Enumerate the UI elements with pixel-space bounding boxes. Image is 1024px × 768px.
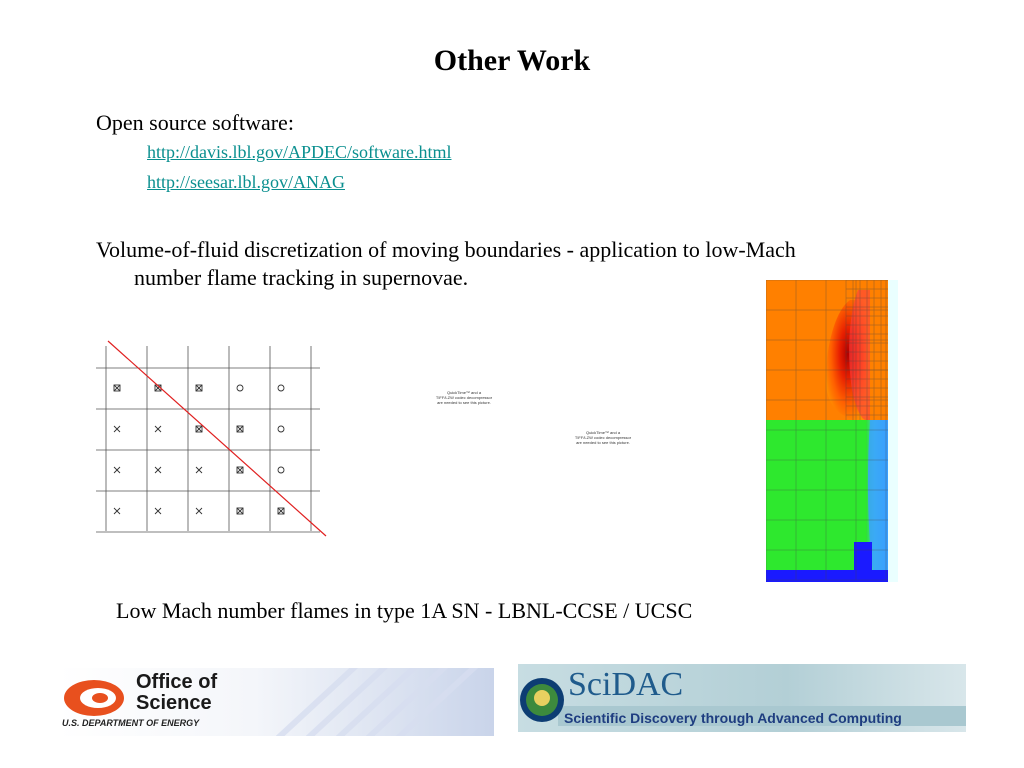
figure-caption: Low Mach number flames in type 1A SN - LBNL-CCSE / UCSC [116,598,693,623]
vof-grid-diagram [94,338,334,543]
cell-marker-x [155,426,161,432]
flame-simulation-image [766,280,898,582]
oos-line2: Science [136,692,212,714]
quicktime-placeholder-1 [428,390,500,405]
cell-marker-boxx [237,426,243,432]
qt-line: are needed to see this picture. [576,440,630,445]
qt-line: TIFF/LZW codec decompressor [435,395,493,400]
cell-marker-x [155,467,161,473]
cell-marker-boxx [196,385,202,391]
cell-marker-circle [237,385,243,391]
cell-marker-x [196,508,202,514]
link-apdec-software[interactable]: http://davis.lbl.gov/APDEC/software.html [147,142,452,162]
cell-marker-circle [278,385,284,391]
open-source-label: Open source software: [96,110,294,135]
oos-line1: Office of [136,671,218,693]
cell-marker-x [114,467,120,473]
vof-line-2: number flame tracking in supernovae. [134,265,469,290]
cell-marker-x [196,467,202,473]
cell-marker-x [114,426,120,432]
cell-marker-x [155,508,161,514]
cell-marker-boxx [196,426,202,432]
slide-title: Other Work [433,44,591,77]
qt-line: QuickTime™ and a [585,430,621,435]
cell-marker-x [114,508,120,514]
qt-line: are needed to see this picture. [437,400,491,405]
qt-line: QuickTime™ and a [446,390,482,395]
scidac-tagline: Scientific Discovery through Advanced Computing [564,710,902,726]
vof-line-1: Volume-of-fluid discretization of moving boundaries - application to low-Mach [96,237,796,262]
cell-marker-circle [278,467,284,473]
link-anag[interactable]: http://seesar.lbl.gov/ANAG [147,172,345,192]
cell-marker-boxx [278,508,284,514]
quicktime-placeholder-2 [571,430,635,445]
grid-cell-markers [114,385,284,514]
cell-marker-boxx [114,385,120,391]
oos-line3: U.S. DEPARTMENT OF ENERGY [62,718,200,728]
scidac-name: SciDAC [568,666,684,703]
office-of-science-logo [58,668,494,736]
interface-line [108,341,326,536]
cell-marker-boxx [237,467,243,473]
cell-marker-boxx [237,508,243,514]
cell-marker-circle [278,426,284,432]
scidac-logo [518,664,966,732]
grid-lines [96,346,320,532]
qt-line: TIFF/LZW codec decompressor [574,435,632,440]
